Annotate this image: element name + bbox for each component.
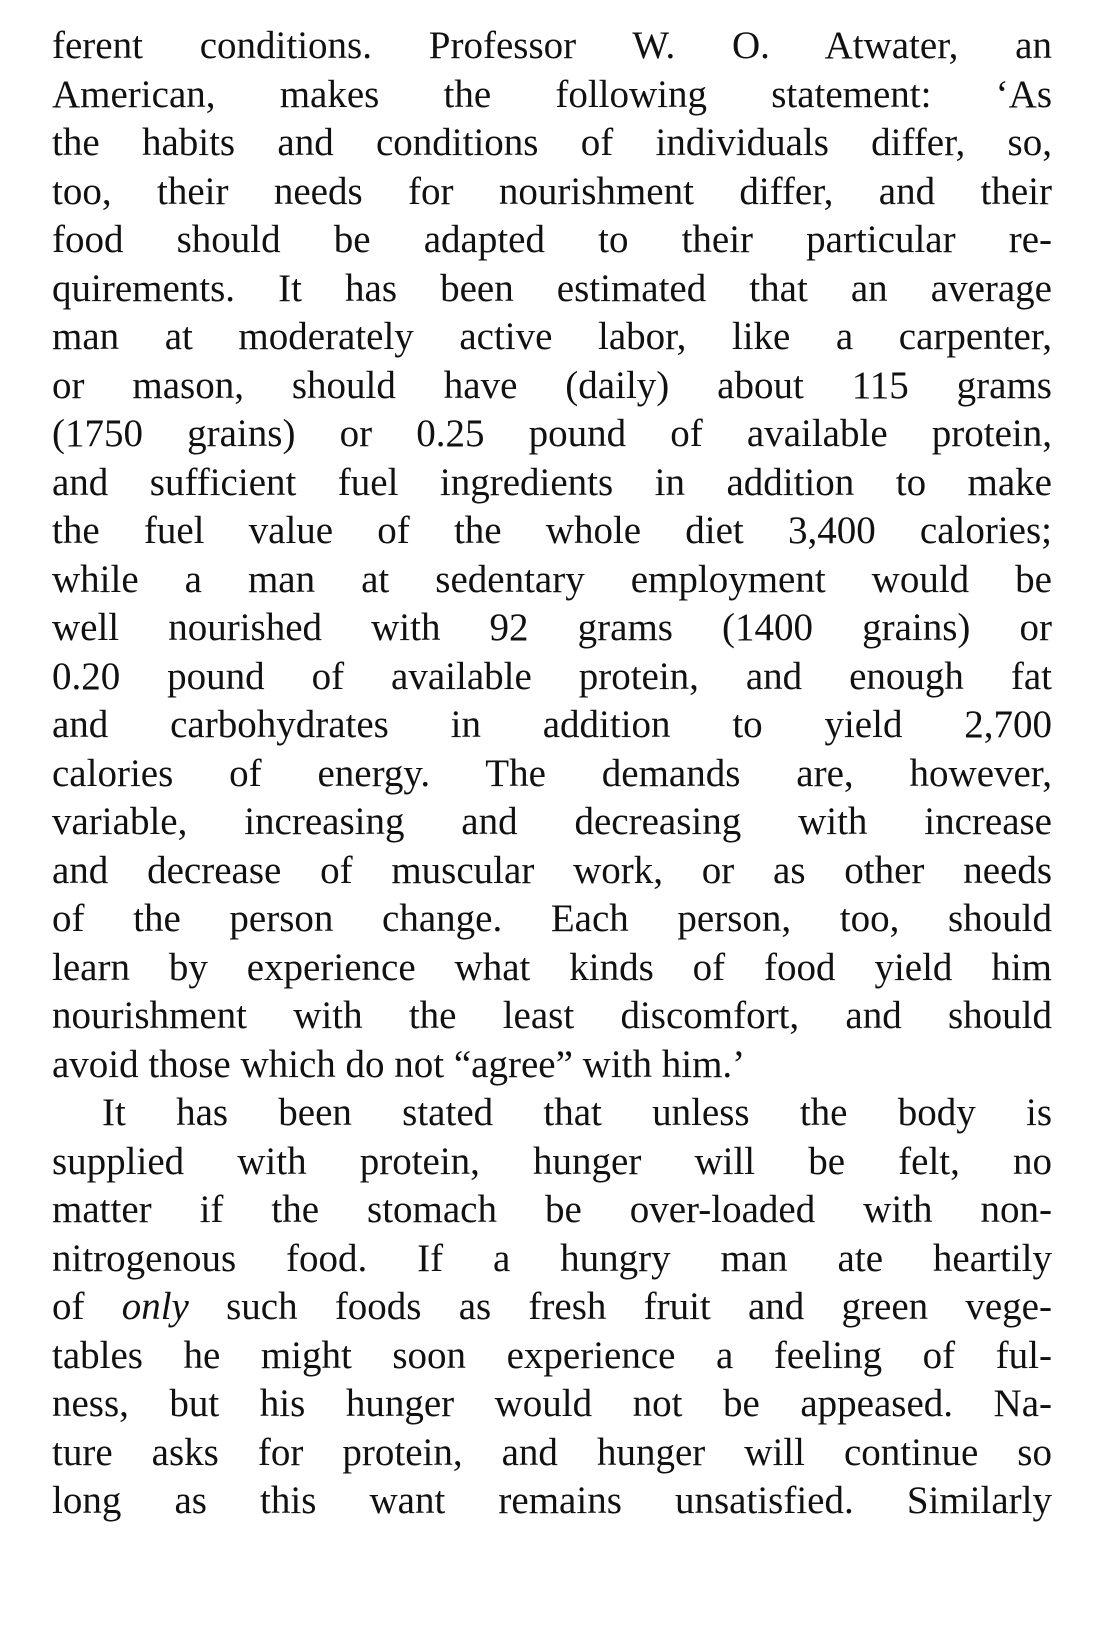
text-line: ture asks for protein, and hunger will continue so — [52, 1430, 1052, 1474]
text-line: food should be adapted to their particular re- — [52, 218, 1052, 261]
text-line: or mason, should have (daily) about 115 grams — [52, 363, 1052, 407]
emphasized-word: only — [121, 1285, 189, 1328]
text-line: well nourished with 92 grams (1400 grains) or — [52, 606, 1052, 649]
text-line: ferent conditions. Professor W. O. Atwater, an — [52, 24, 1052, 67]
text-line: the fuel value of the whole diet 3,400 calories; — [52, 509, 1052, 552]
text-line: It has been stated that unless the body is — [102, 1091, 1052, 1134]
text-line: supplied with protein, hunger will be felt, no — [52, 1139, 1052, 1183]
text-line: long as this want remains unsatisfied. Similarly — [52, 1479, 1052, 1522]
text-line: and sufficient fuel ingredients in addition to make — [52, 460, 1052, 504]
text-line: of the person change. Each person, too, should — [52, 897, 1052, 940]
text-line: while a man at sedentary employment would be — [52, 557, 1052, 601]
text-line: 0.20 pound of available protein, and enough fat — [52, 654, 1052, 698]
text-line: too, their needs for nourishment differ, and their — [52, 169, 1052, 213]
text-line: calories of energy. The demands are, however, — [52, 751, 1052, 795]
text-run: of — [52, 1285, 122, 1328]
text-line: nitrogenous food. If a hungry man ate heartily — [52, 1236, 1052, 1280]
text-line: variable, increasing and decreasing with increase — [52, 800, 1052, 843]
text-run: such foods as fresh fruit and green vege- — [188, 1285, 1052, 1328]
text-line: learn by experience what kinds of food yield him — [52, 945, 1052, 989]
text-line: and decrease of muscular work, or as other needs — [52, 848, 1052, 892]
paragraph-1 — [52, 22, 1052, 1089]
text-line: tables he might soon experience a feeling of ful- — [52, 1333, 1052, 1377]
paragraph-2 — [52, 1089, 1052, 1526]
text-line: quirements. It has been estimated that an average — [52, 266, 1052, 310]
text-line: American, makes the following statement: ‘As — [52, 72, 1052, 116]
text-line — [52, 1283, 1052, 1332]
text-line: ness, but his hunger would not be appeased. Na- — [52, 1382, 1052, 1425]
text-line: the habits and conditions of individuals differ, so, — [52, 121, 1052, 164]
text-line: avoid those which do not “agree” with him.’ — [52, 1042, 746, 1086]
text-line: (1750 grains) or 0.25 pound of available protein, — [52, 412, 1052, 455]
text-line: and carbohydrates in addition to yield 2,700 — [52, 703, 1052, 746]
text-line: matter if the stomach be over-loaded with non- — [52, 1188, 1052, 1231]
text-line: nourishment with the least discomfort, and should — [52, 994, 1052, 1037]
text-line: man at moderately active labor, like a carpenter, — [52, 315, 1052, 358]
book-page — [52, 22, 1052, 1526]
